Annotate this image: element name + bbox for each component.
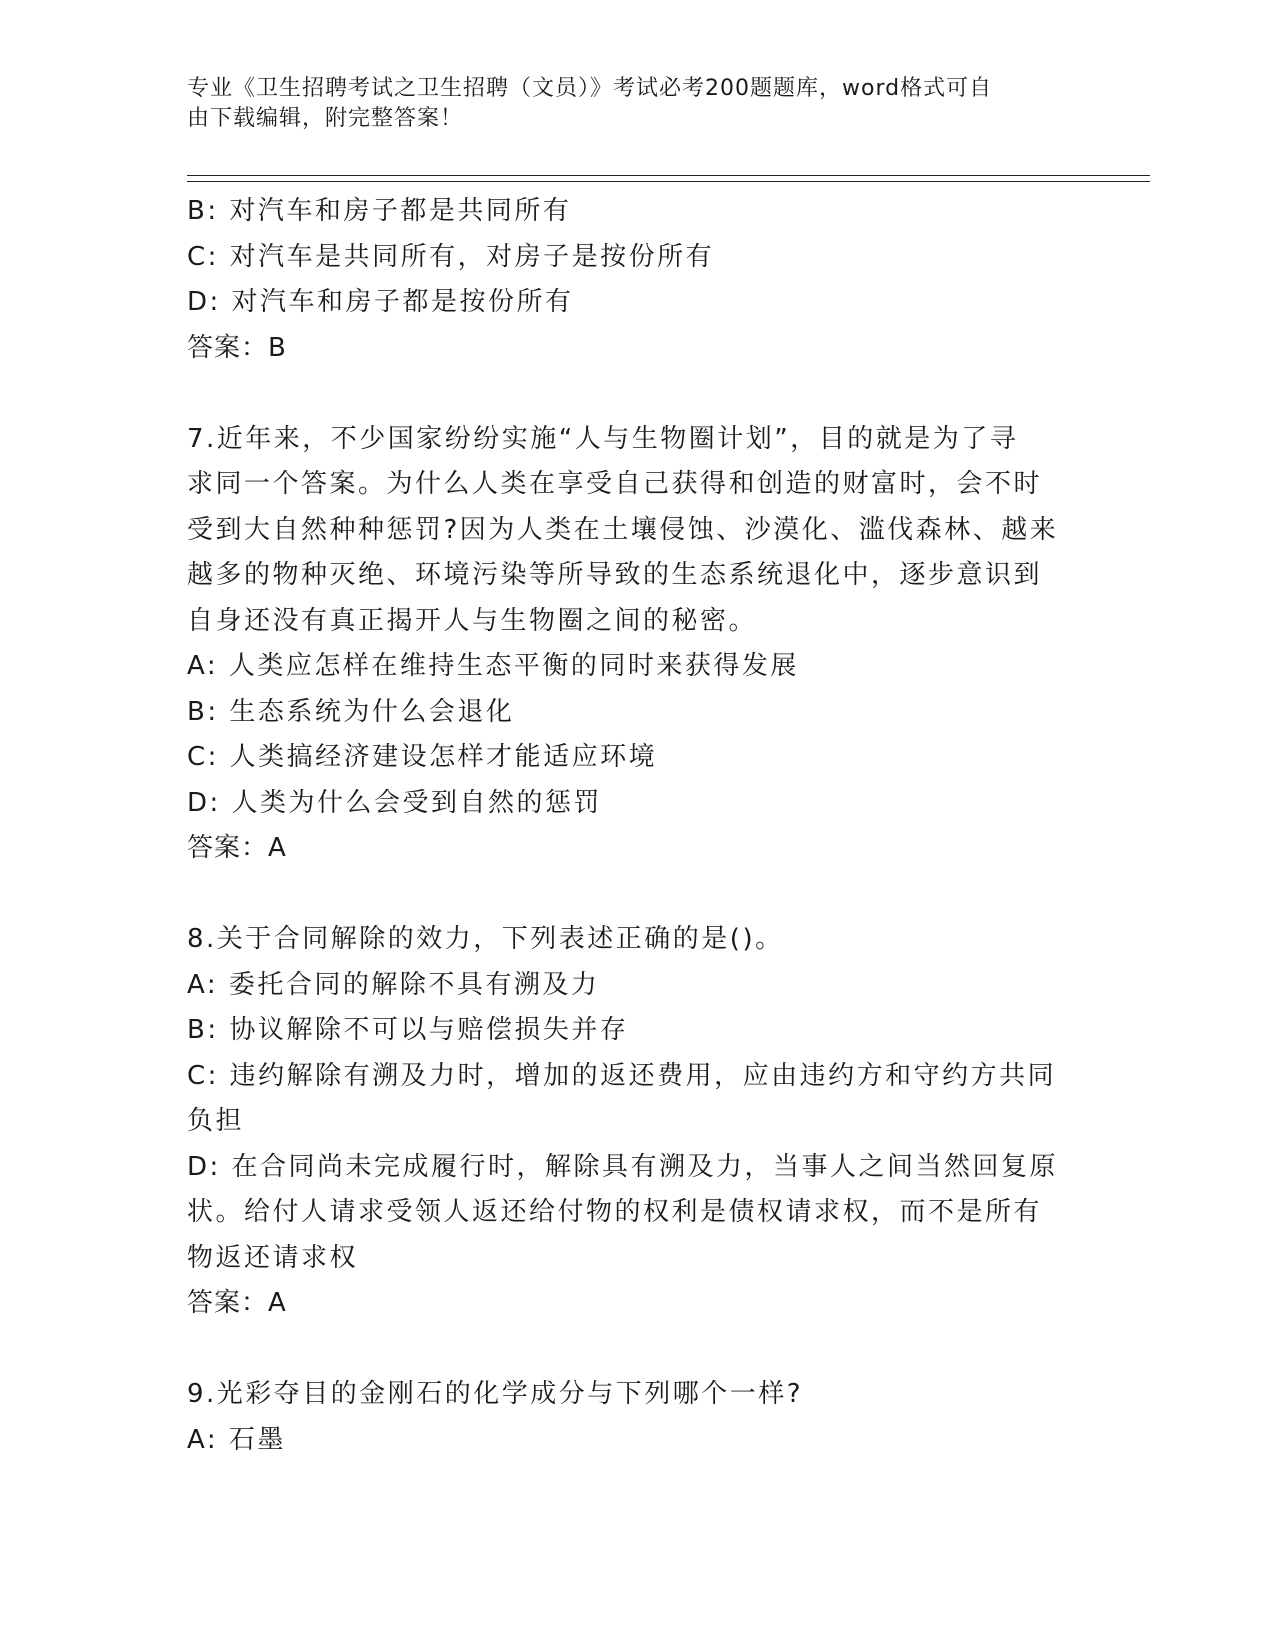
spacer [187, 872, 1087, 918]
option-a: A: 石墨 [187, 1424, 286, 1455]
header-divider-bottom [187, 181, 1150, 182]
header-divider-top [187, 175, 1150, 176]
answer-line: 答案：B [187, 332, 287, 363]
option-a: A: 委托合同的解除不具有溯及力 [187, 969, 600, 1000]
question-9 [187, 1372, 1087, 1463]
question-6 [187, 189, 1087, 371]
option-b: B: 生态系统为什么会退化 [187, 696, 515, 727]
option-d: D: 在合同尚未完成履行时，解除具有溯及力，当事人之间当然回复原 [187, 1151, 1059, 1182]
option-b: B: 对汽车和房子都是共同所有 [187, 196, 572, 226]
spacer [187, 371, 1087, 417]
option-b: B: 协议解除不可以与赔偿损失并存 [187, 1015, 629, 1045]
question-stem-line: 自身还没有真正揭开人与生物圈之间的秘密。 [187, 605, 758, 636]
answer-line: 答案：A [187, 833, 287, 863]
answer-line: 答案：A [187, 1288, 287, 1318]
spacer [187, 1327, 1087, 1373]
question-8 [187, 917, 1087, 1327]
question-7 [187, 417, 1087, 872]
header-line-2: 由下载编辑，附完整答案！ [187, 106, 464, 131]
option-d: D: 人类为什么会受到自然的惩罚 [187, 787, 603, 818]
question-stem-line: 7.近年来，不少国家纷纷实施“人与生物圈计划”，目的就是为了寻 [187, 423, 1019, 454]
option-d: D: 对汽车和房子都是按份所有 [187, 287, 574, 317]
question-stem-line: 受到大自然种种惩罚?因为人类在土壤侵蚀、沙漠化、滥伐森林、越来 [187, 514, 1059, 545]
option-a: A: 人类应怎样在维持生态平衡的同时来获得发展 [187, 651, 799, 681]
header-line-1: 专业《卫生招聘考试之卫生招聘（文员）》考试必考200题题库，word格式可自 [187, 76, 993, 101]
question-stem-line: 9.光彩夺目的金刚石的化学成分与下列哪个一样? [187, 1379, 804, 1409]
question-stem-line: 越多的物种灭绝、环境污染等所导致的生态系统退化中，逐步意识到 [187, 560, 1043, 590]
option-c-continued: 负担 [187, 1106, 245, 1136]
option-d-continued: 状。给付人请求受领人返还给付物的权利是债权请求权，而不是所有 [187, 1197, 1043, 1227]
option-c: C: 对汽车是共同所有，对房子是按份所有 [187, 241, 715, 272]
question-stem-line: 8.关于合同解除的效力，下列表述正确的是()。 [187, 924, 784, 954]
option-c: C: 人类搞经济建设怎样才能适应环境 [187, 742, 658, 772]
option-d-continued: 物返还请求权 [187, 1242, 359, 1273]
page-header [187, 74, 1067, 134]
question-stem-line: 求同一个答案。为什么人类在享受自己获得和创造的财富时，会不时 [187, 469, 1043, 499]
option-c: C: 违约解除有溯及力时，增加的返还费用，应由违约方和守约方共同 [187, 1060, 1057, 1091]
question-content [187, 189, 1087, 1463]
